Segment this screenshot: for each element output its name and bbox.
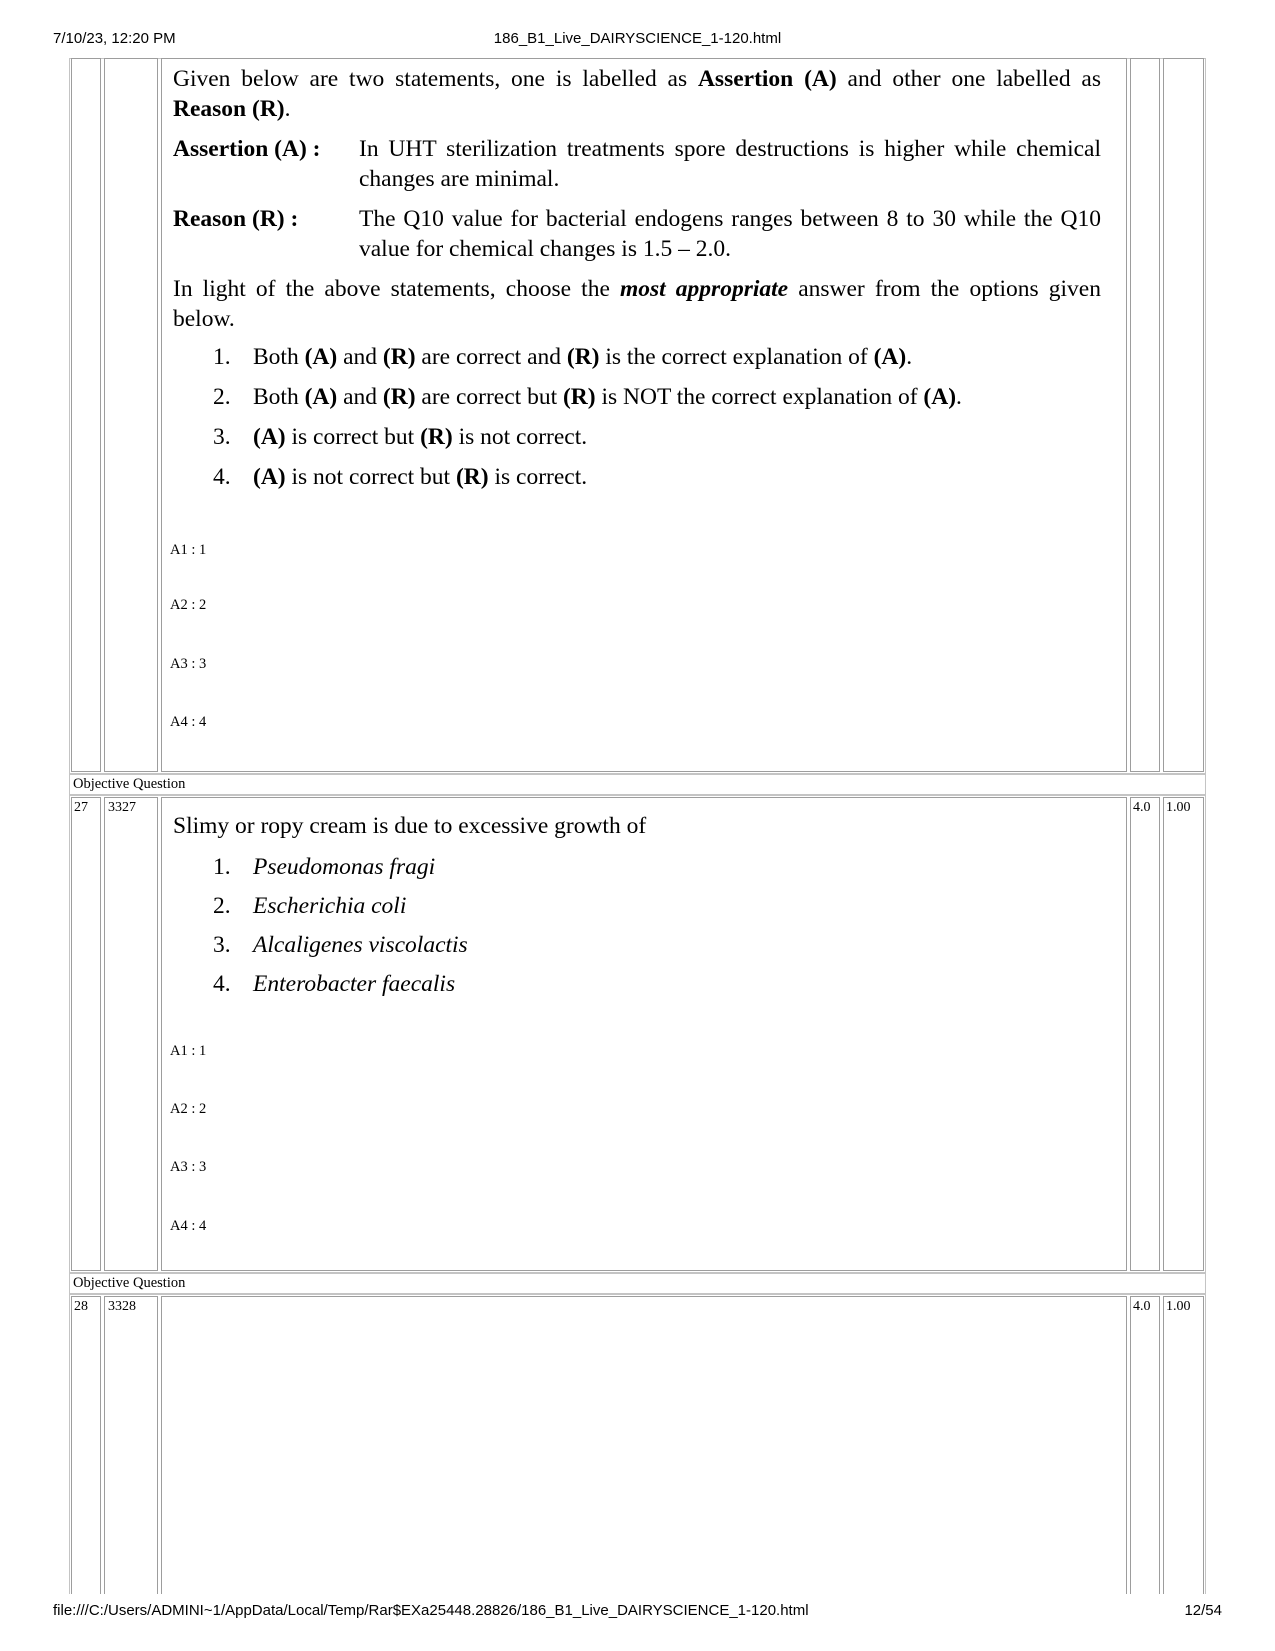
id-cell [104, 797, 158, 1271]
question-id: 3328 [108, 1299, 136, 1314]
marks-cell [1130, 1296, 1160, 1594]
option-number: 3. [213, 932, 231, 958]
negative-cell [1163, 797, 1204, 1271]
question-cell [161, 1296, 1127, 1594]
option-item [213, 852, 1101, 882]
serial-cell [71, 1296, 101, 1594]
negative-cell [1163, 1296, 1204, 1594]
option-number: 1. [213, 854, 231, 880]
option-item [213, 891, 1101, 921]
assertion-text: In UHT sterilization treatments spore destructions is higher while chemical changes are minimal. [359, 136, 1101, 192]
marks-cell [1130, 58, 1160, 772]
question-27 [173, 811, 1101, 999]
marks-cell [1130, 797, 1160, 1271]
section-label-row [69, 774, 1206, 795]
answer-option-2[interactable]: A2 : 2 [170, 1101, 207, 1117]
option-text: (A) is correct but (R) is not correct. [253, 424, 588, 450]
assertion-label: Assertion (A) : [173, 136, 321, 162]
option-list [173, 342, 1101, 492]
id-cell [104, 58, 158, 772]
option-number: 4. [213, 464, 231, 490]
option-number: 1. [213, 344, 231, 370]
question-prompt: In light of the above statements, choose the most appropriate answer from the options given below. [173, 276, 1101, 332]
option-text: Enterobacter faecalis [253, 971, 456, 997]
reason-statement [173, 204, 1101, 264]
option-item [213, 342, 1101, 372]
question-text: Slimy or ropy cream is due to excessive growth of [173, 813, 647, 839]
question-id: 3327 [108, 800, 136, 815]
section-label-row [69, 1273, 1206, 1294]
negative-cell [1163, 58, 1204, 772]
serial-number: 28 [74, 1299, 88, 1314]
answer-option-3[interactable]: A3 : 3 [170, 1159, 207, 1175]
option-number: 4. [213, 971, 231, 997]
answer-option-1[interactable]: A1 : 1 [170, 542, 207, 558]
marks-value: 4.0 [1133, 800, 1151, 815]
question-26 [173, 64, 1101, 492]
question-type-label: Objective Question [73, 776, 186, 792]
serial-cell [71, 58, 101, 772]
reason-text: The Q10 value for bacterial endogens ranges between 8 to 30 while the Q10 value for chemical changes is 1.5 – 2.0. [359, 206, 1101, 262]
answer-option-4[interactable]: A4 : 4 [170, 714, 207, 730]
document-title: 186_B1_Live_DAIRYSCIENCE_1-120.html [493, 30, 782, 47]
reason-label: Reason (R) : [173, 206, 299, 232]
negative-marks-value: 1.00 [1166, 1299, 1191, 1314]
option-text: Both (A) and (R) are correct but (R) is NOT the correct explanation of (A). [253, 384, 962, 410]
option-list [173, 852, 1101, 999]
answer-option-1[interactable]: A1 : 1 [170, 1043, 207, 1059]
option-text: Escherichia coli [253, 893, 407, 919]
answer-option-2[interactable]: A2 : 2 [170, 597, 207, 613]
file-path: file:///C:/Users/ADMINI~1/AppData/Local/Temp/Rar$EXa25448.28826/186_B1_Live_DAIRYSCIENCE_1-120.html [53, 1602, 809, 1619]
marks-value: 4.0 [1133, 1299, 1151, 1314]
serial-cell [71, 797, 101, 1271]
page-number: 12/54 [1184, 1602, 1222, 1619]
option-text: Alcaligenes viscolactis [253, 932, 468, 958]
question-type-label: Objective Question [73, 1275, 186, 1291]
assertion-statement [173, 134, 1101, 194]
option-number: 3. [213, 424, 231, 450]
serial-number: 27 [74, 800, 88, 815]
option-number: 2. [213, 384, 231, 410]
option-number: 2. [213, 893, 231, 919]
option-text: (A) is not correct but (R) is correct. [253, 464, 588, 490]
print-datetime: 7/10/23, 12:20 PM [53, 30, 176, 47]
negative-marks-value: 1.00 [1166, 800, 1191, 815]
option-text: Both (A) and (R) are correct and (R) is the correct explanation of (A). [253, 344, 913, 370]
option-item [213, 462, 1101, 492]
question-intro: Given below are two statements, one is labelled as Assertion (A) and other one labelled as Reason (R). [173, 66, 1101, 122]
id-cell [104, 1296, 158, 1594]
answer-option-4[interactable]: A4 : 4 [170, 1218, 207, 1234]
answer-option-3[interactable]: A3 : 3 [170, 656, 207, 672]
option-item [213, 930, 1101, 960]
option-item [213, 382, 1101, 412]
option-text: Pseudomonas fragi [253, 854, 436, 880]
option-item [213, 422, 1101, 452]
option-item [213, 969, 1101, 999]
